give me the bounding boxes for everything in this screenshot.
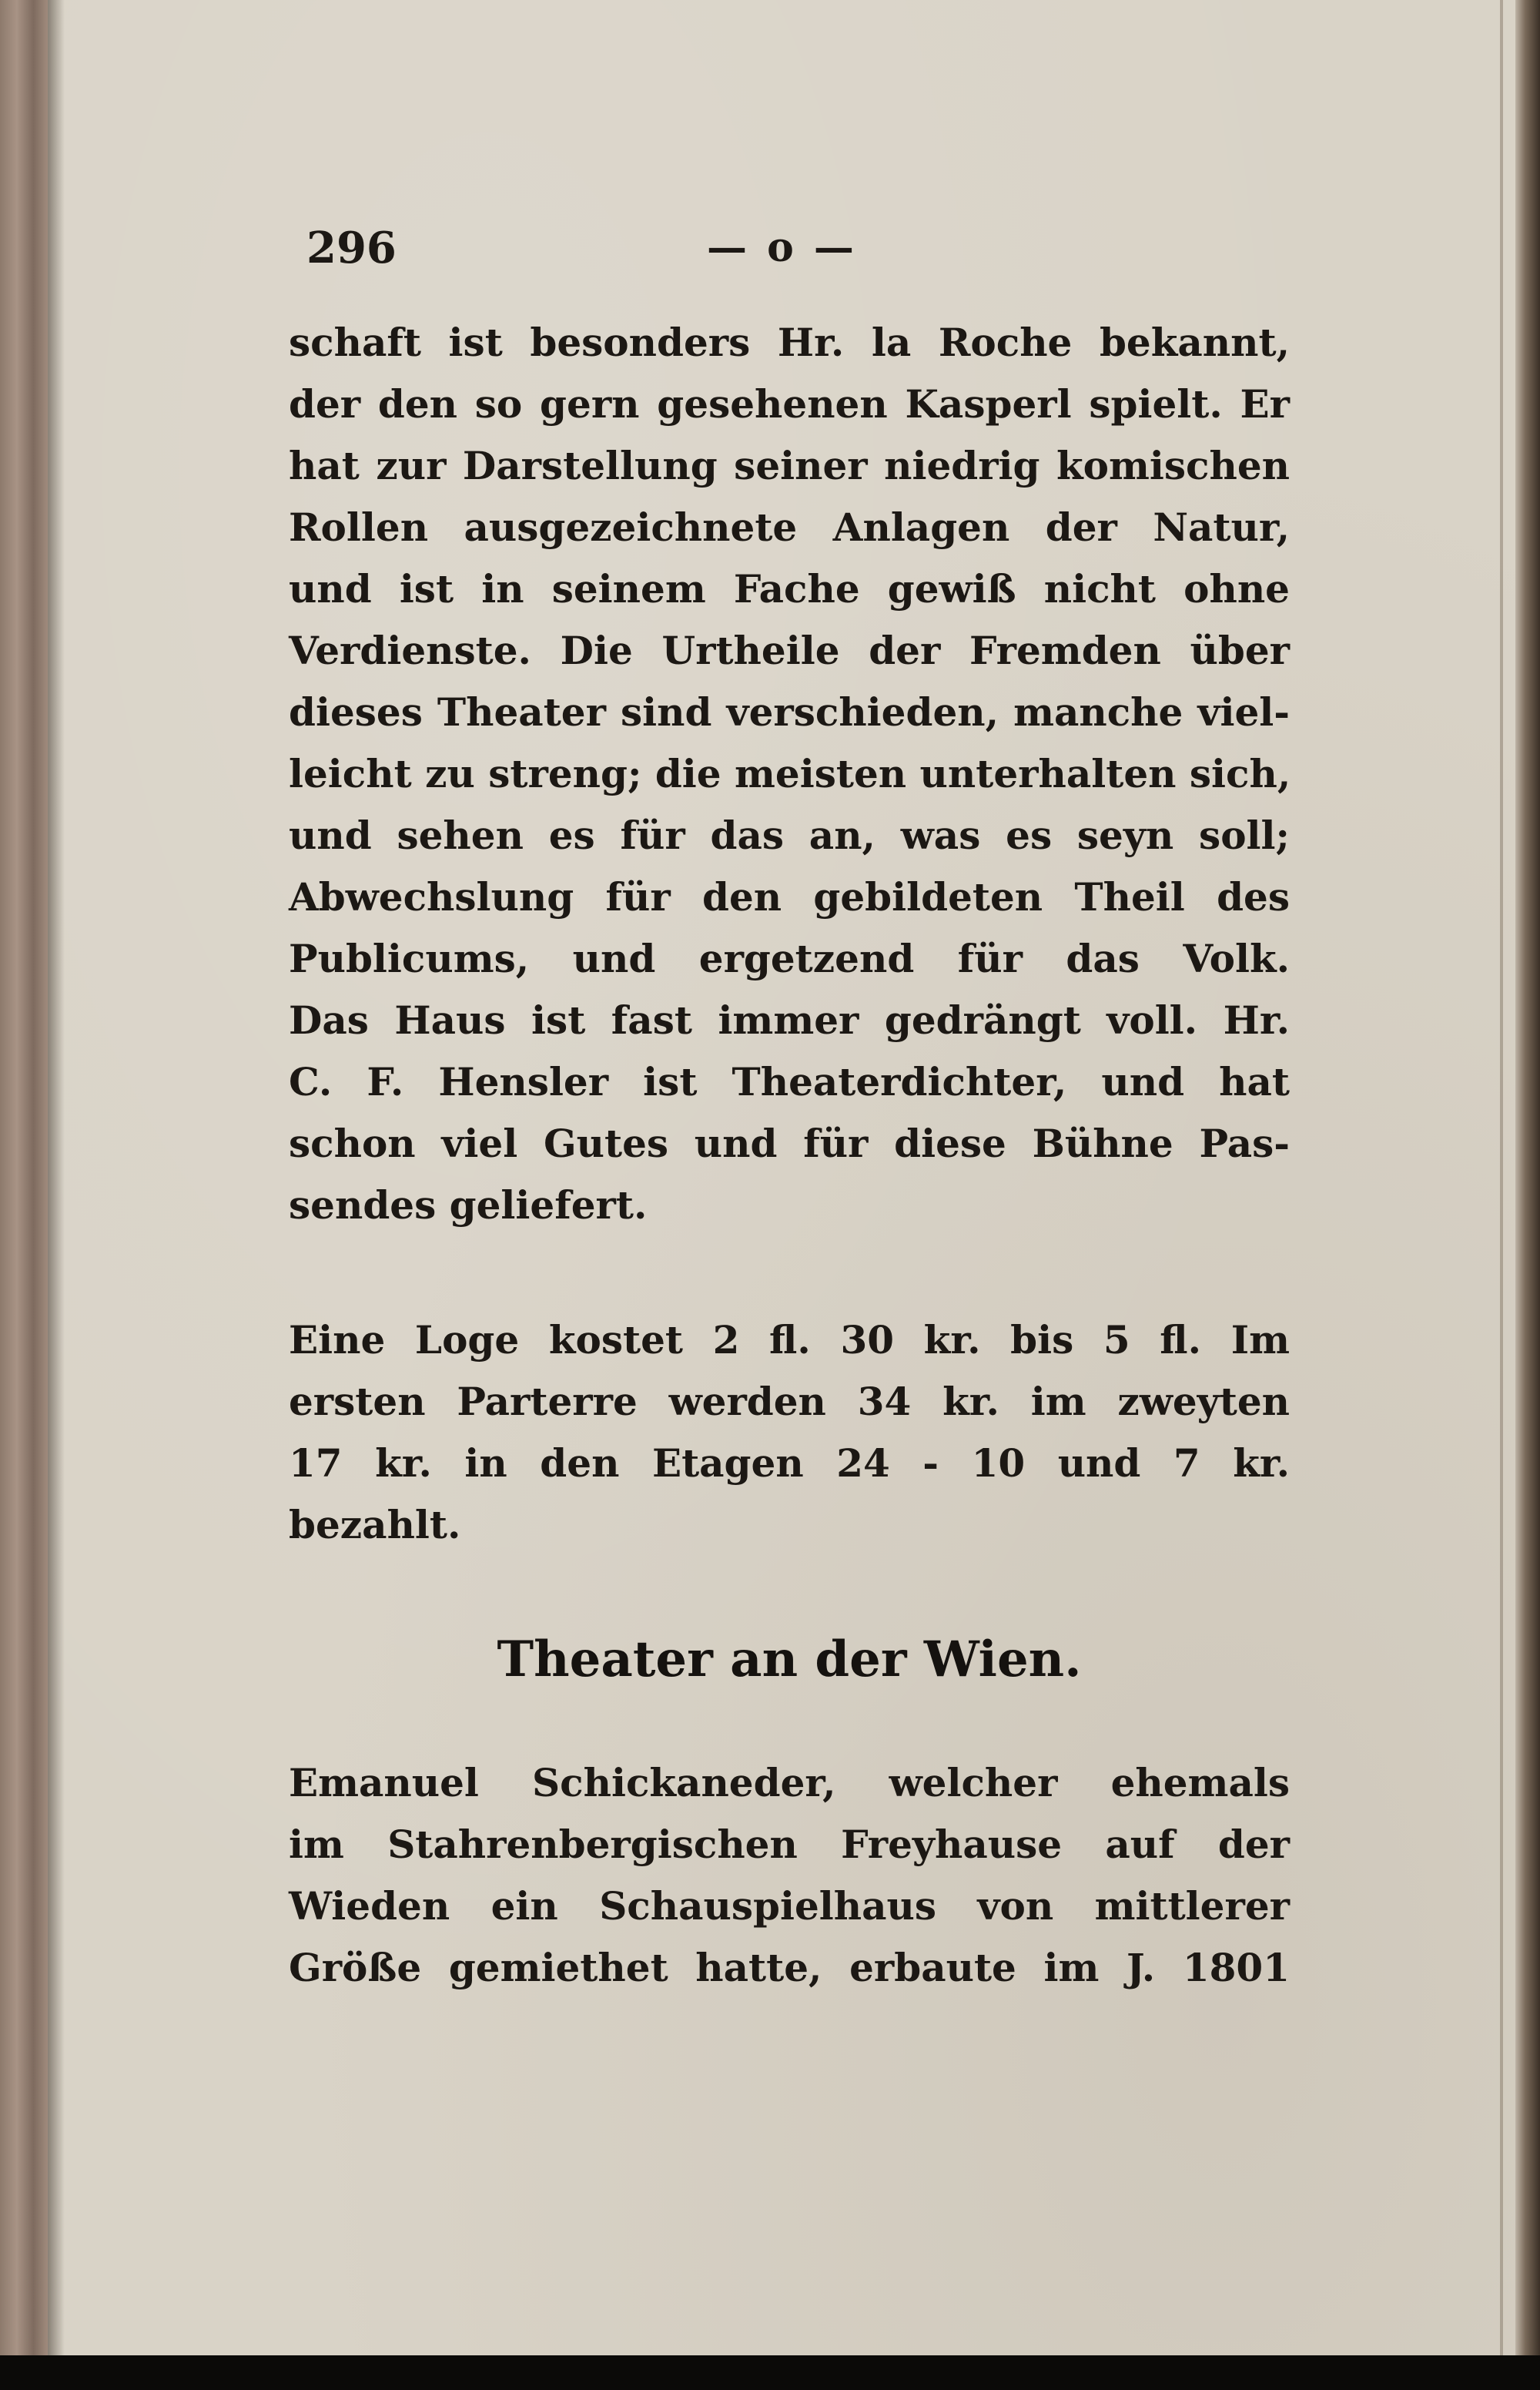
page-number: 296 [306,223,397,273]
text-line: Größe gemiethet hatte, erbaute im J. 1801 [289,1945,1290,1990]
text-line: dieses Theater sind verschieden, manche viel- [289,689,1290,735]
page-edge-line [1500,0,1503,2355]
text-line: bezahlt. [289,1502,461,1547]
text-line: im Stahrenbergischen Freyhause auf der [289,1822,1290,1867]
gutter-shadow [48,0,65,2355]
text-line: schaft ist besonders Hr. la Roche bekannt, [289,320,1290,365]
text-line: schon viel Gutes und für diese Bühne Pas- [289,1121,1290,1166]
paragraph-kasperl-theater [289,312,1290,1236]
text-line: ersten Parterre werden 34 kr. im zweyten [289,1379,1290,1424]
book-binding-edge [0,0,48,2355]
text-line: Wieden ein Schauspielhaus von mittlerer [289,1883,1290,1929]
text-line: Das Haus ist fast immer gedrängt voll. Hr. [289,997,1290,1043]
text-line: Emanuel Schickaneder, welcher ehemals [289,1760,1290,1805]
text-line: leicht zu streng; die meisten unterhalten sich, [289,751,1291,796]
text-line: Publicums, und ergetzend für das Volk. [289,936,1290,981]
text-line: 17 kr. in den Etagen 24 - 10 und 7 kr. [289,1440,1290,1486]
running-header [306,217,1307,279]
text-line: Eine Loge kostet 2 fl. 30 kr. bis 5 fl. Im [289,1317,1290,1363]
page-fore-edge [1515,0,1540,2355]
text-line: Rollen ausgezeichnete Anlagen der Natur, [289,504,1290,550]
text-line: sendes geliefert. [289,1182,648,1228]
text-line: hat zur Darstellung seiner niedrig komischen [289,443,1290,488]
header-ornament: — o — [707,224,857,271]
section-heading: Theater an der Wien. [497,1631,1082,1688]
text-line: Verdienste. Die Urtheile der Fremden über [289,628,1290,673]
text-line: Abwechslung für den gebildeten Theil des [289,874,1290,920]
paragraph-prices [289,1309,1290,1556]
text-line: C. F. Hensler ist Theaterdichter, und hat [289,1059,1290,1104]
text-line: und sehen es für das an, was es seyn soll; [289,813,1290,858]
text-line: und ist in seinem Fache gewiß nicht ohne [289,566,1290,612]
scan-background [0,2355,1540,2390]
paragraph-schikaneder [289,1752,1290,1999]
text-line: der den so gern gesehenen Kasperl spielt. Er [289,381,1290,427]
